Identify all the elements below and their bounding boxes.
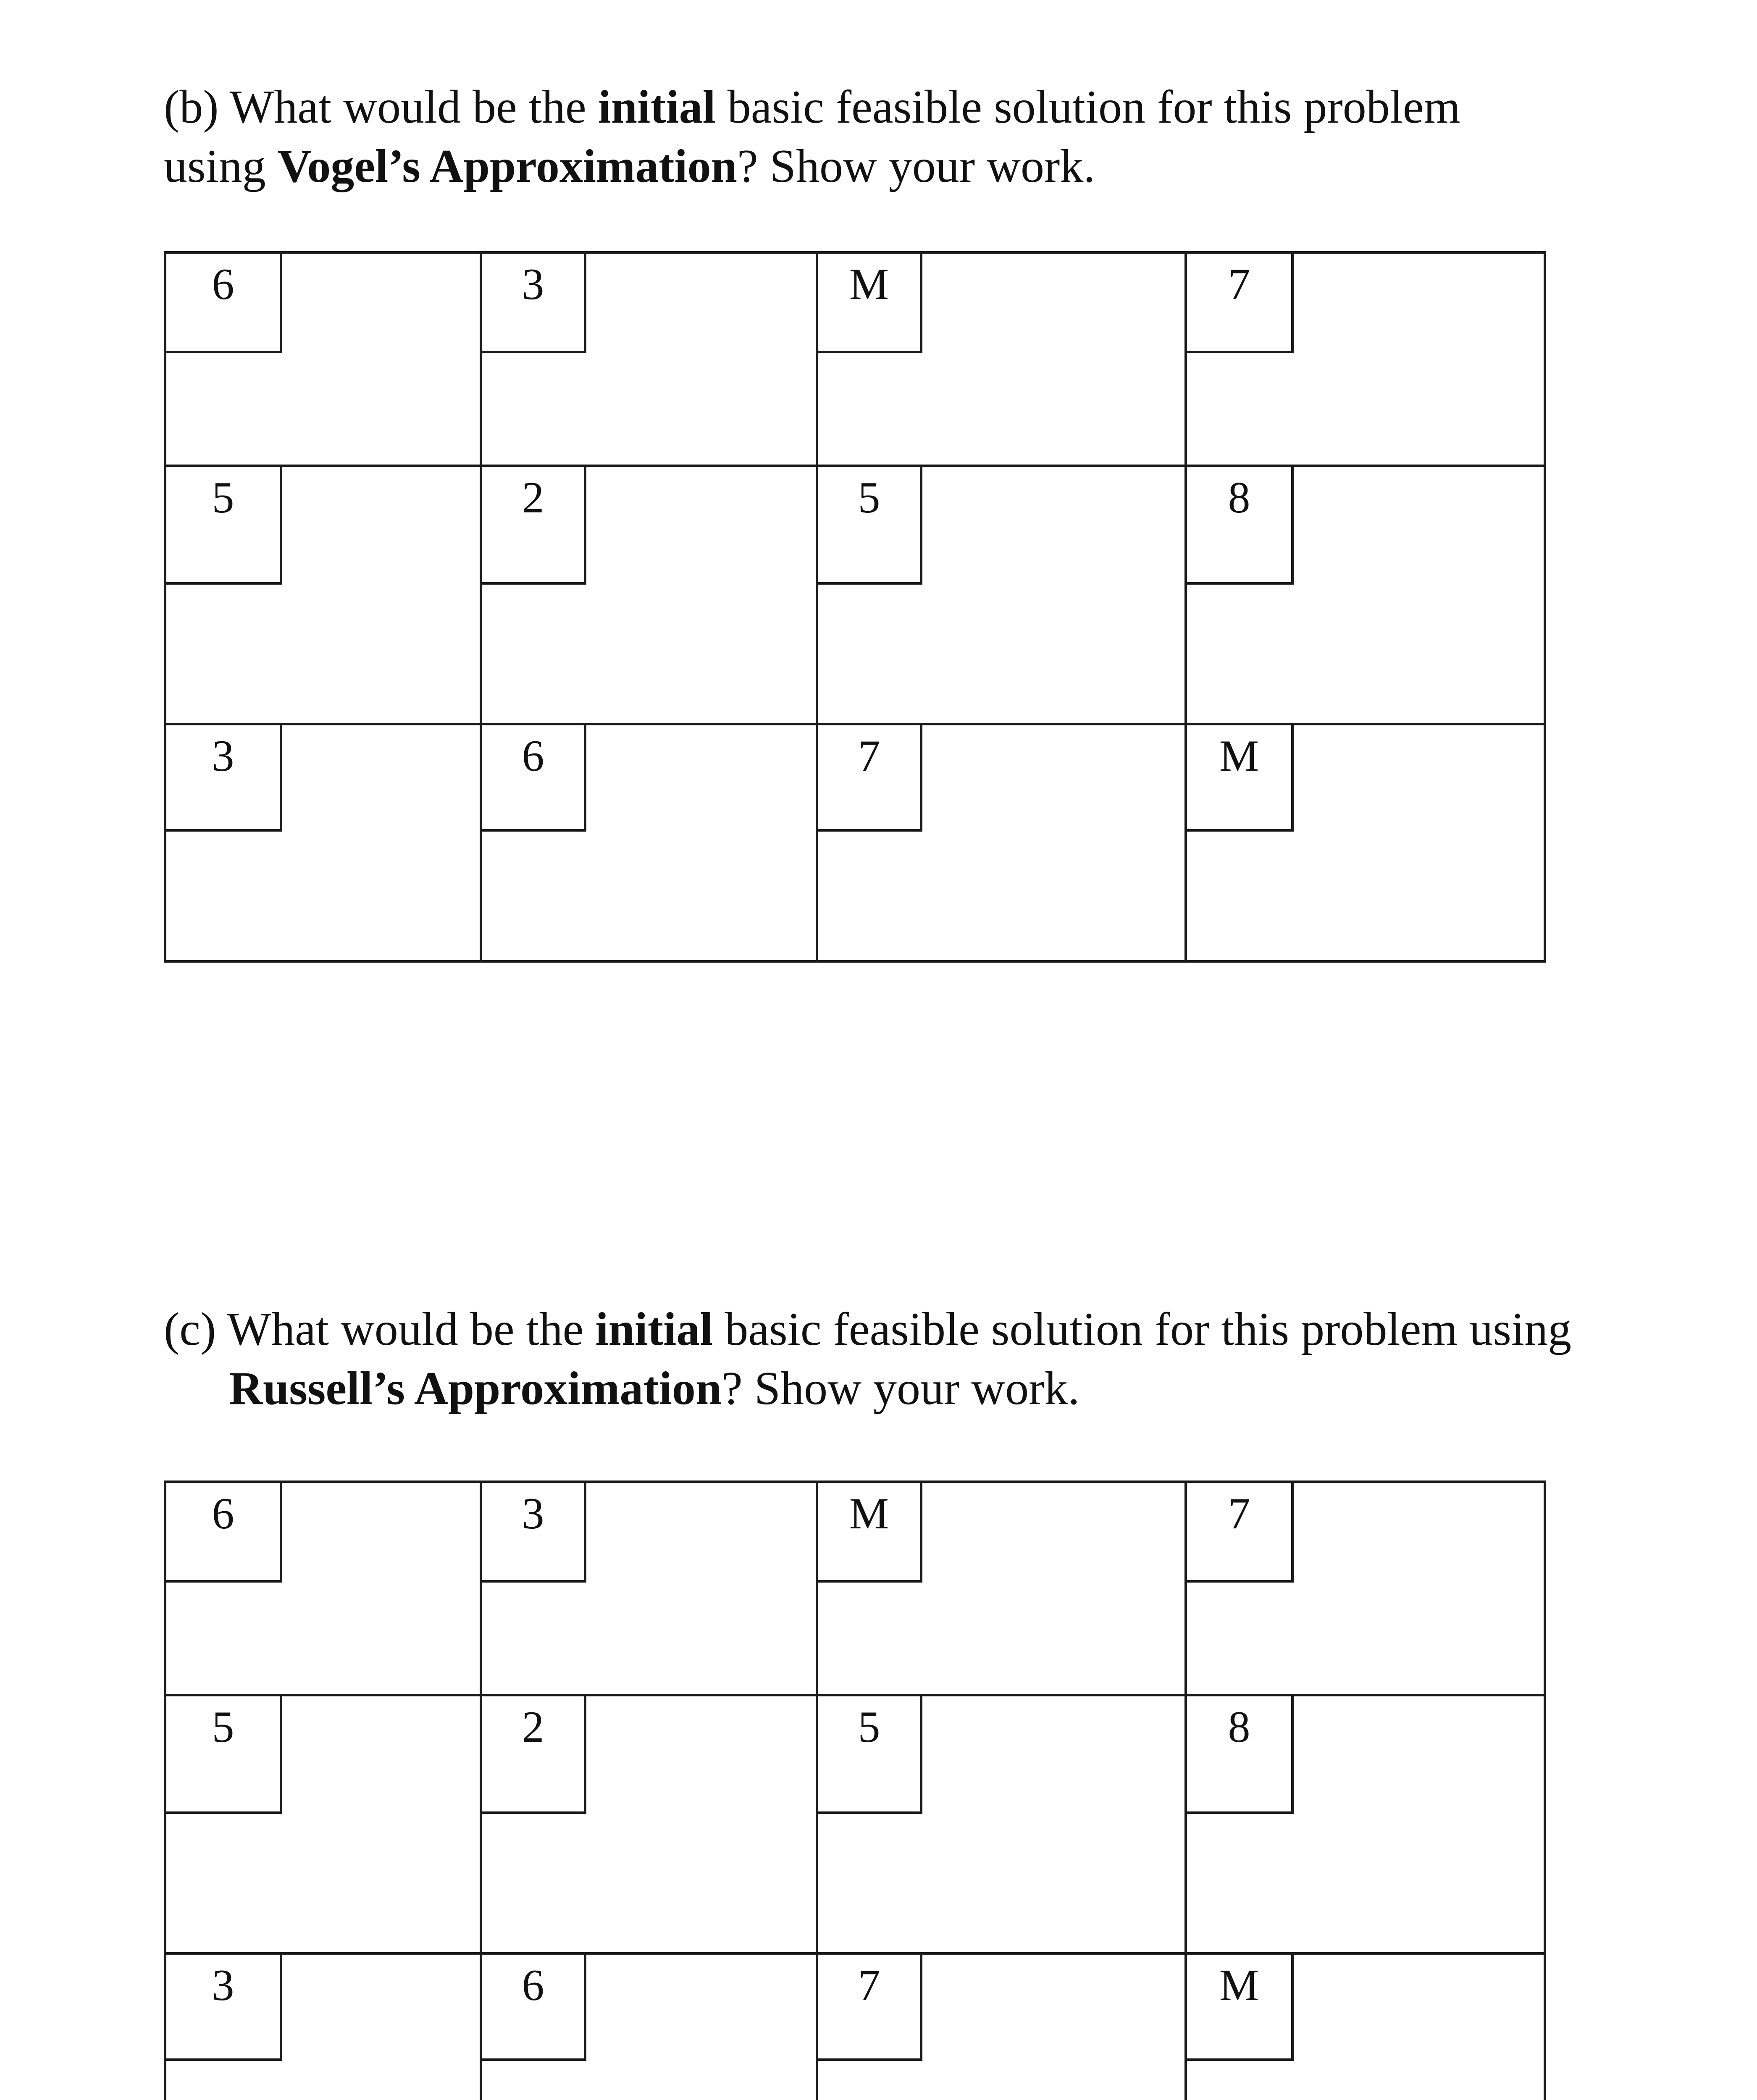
tableau-cell xyxy=(1184,1480,1546,1696)
cost-box: 5 xyxy=(818,467,922,585)
tableau-cell xyxy=(816,1480,1187,1696)
cost-box: 2 xyxy=(482,1696,586,1814)
cost-box: 5 xyxy=(166,467,282,585)
cost-box: M xyxy=(818,254,922,353)
tableau-cell xyxy=(816,251,1187,467)
cost-box: 6 xyxy=(482,1955,586,2061)
tableau-cell xyxy=(164,1694,482,1955)
tableau-cell xyxy=(480,251,818,467)
question-c: (c) What would be the initial basic feasible solution for this problem using Russell’s Approximation? Show your work. xyxy=(164,1303,1572,1415)
tableau-russell xyxy=(164,1480,1544,2100)
tableau-cell xyxy=(816,465,1187,725)
cost-box: 7 xyxy=(818,725,922,832)
cost-box: 7 xyxy=(1187,254,1294,353)
cost-box: 5 xyxy=(166,1696,282,1814)
cost-box: 2 xyxy=(482,467,586,585)
tableau-vogel xyxy=(164,251,1544,960)
cost-box: 3 xyxy=(482,1483,586,1583)
cost-box: M xyxy=(818,1483,922,1583)
cost-box: 7 xyxy=(1187,1483,1294,1583)
tableau-cell xyxy=(164,1952,482,2100)
cost-box: 8 xyxy=(1187,467,1294,585)
cost-box: 6 xyxy=(166,1483,282,1583)
cost-box: M xyxy=(1187,1955,1294,2061)
tableau-cell xyxy=(816,1694,1187,1955)
tableau-cell xyxy=(480,1952,818,2100)
tableau-cell xyxy=(164,251,482,467)
tableau-cell xyxy=(480,723,818,963)
cost-box: 3 xyxy=(166,725,282,832)
tableau-cell xyxy=(1184,251,1546,467)
cost-box: 5 xyxy=(818,1696,922,1814)
cost-box: 7 xyxy=(818,1955,922,2061)
tableau-cell xyxy=(480,1694,818,1955)
cost-box: 3 xyxy=(482,254,586,353)
cost-box: 8 xyxy=(1187,1696,1294,1814)
tableau-cell xyxy=(1184,1952,1546,2100)
tableau-cell xyxy=(164,1480,482,1696)
tableau-cell xyxy=(480,1480,818,1696)
tableau-cell xyxy=(816,723,1187,963)
tableau-cell xyxy=(816,1952,1187,2100)
cost-box: 6 xyxy=(166,254,282,353)
question-b: (b) What would be the initial basic feasible solution for this problem using Vogel’s Approximation? Show your work. xyxy=(164,81,1460,192)
cost-box: M xyxy=(1187,725,1294,832)
tableau-cell xyxy=(1184,465,1546,725)
tableau-cell xyxy=(480,465,818,725)
tableau-cell xyxy=(1184,723,1546,963)
cost-box: 3 xyxy=(166,1955,282,2061)
cost-box: 6 xyxy=(482,725,586,832)
tableau-cell xyxy=(164,723,482,963)
tableau-cell xyxy=(164,465,482,725)
tableau-cell xyxy=(1184,1694,1546,1955)
